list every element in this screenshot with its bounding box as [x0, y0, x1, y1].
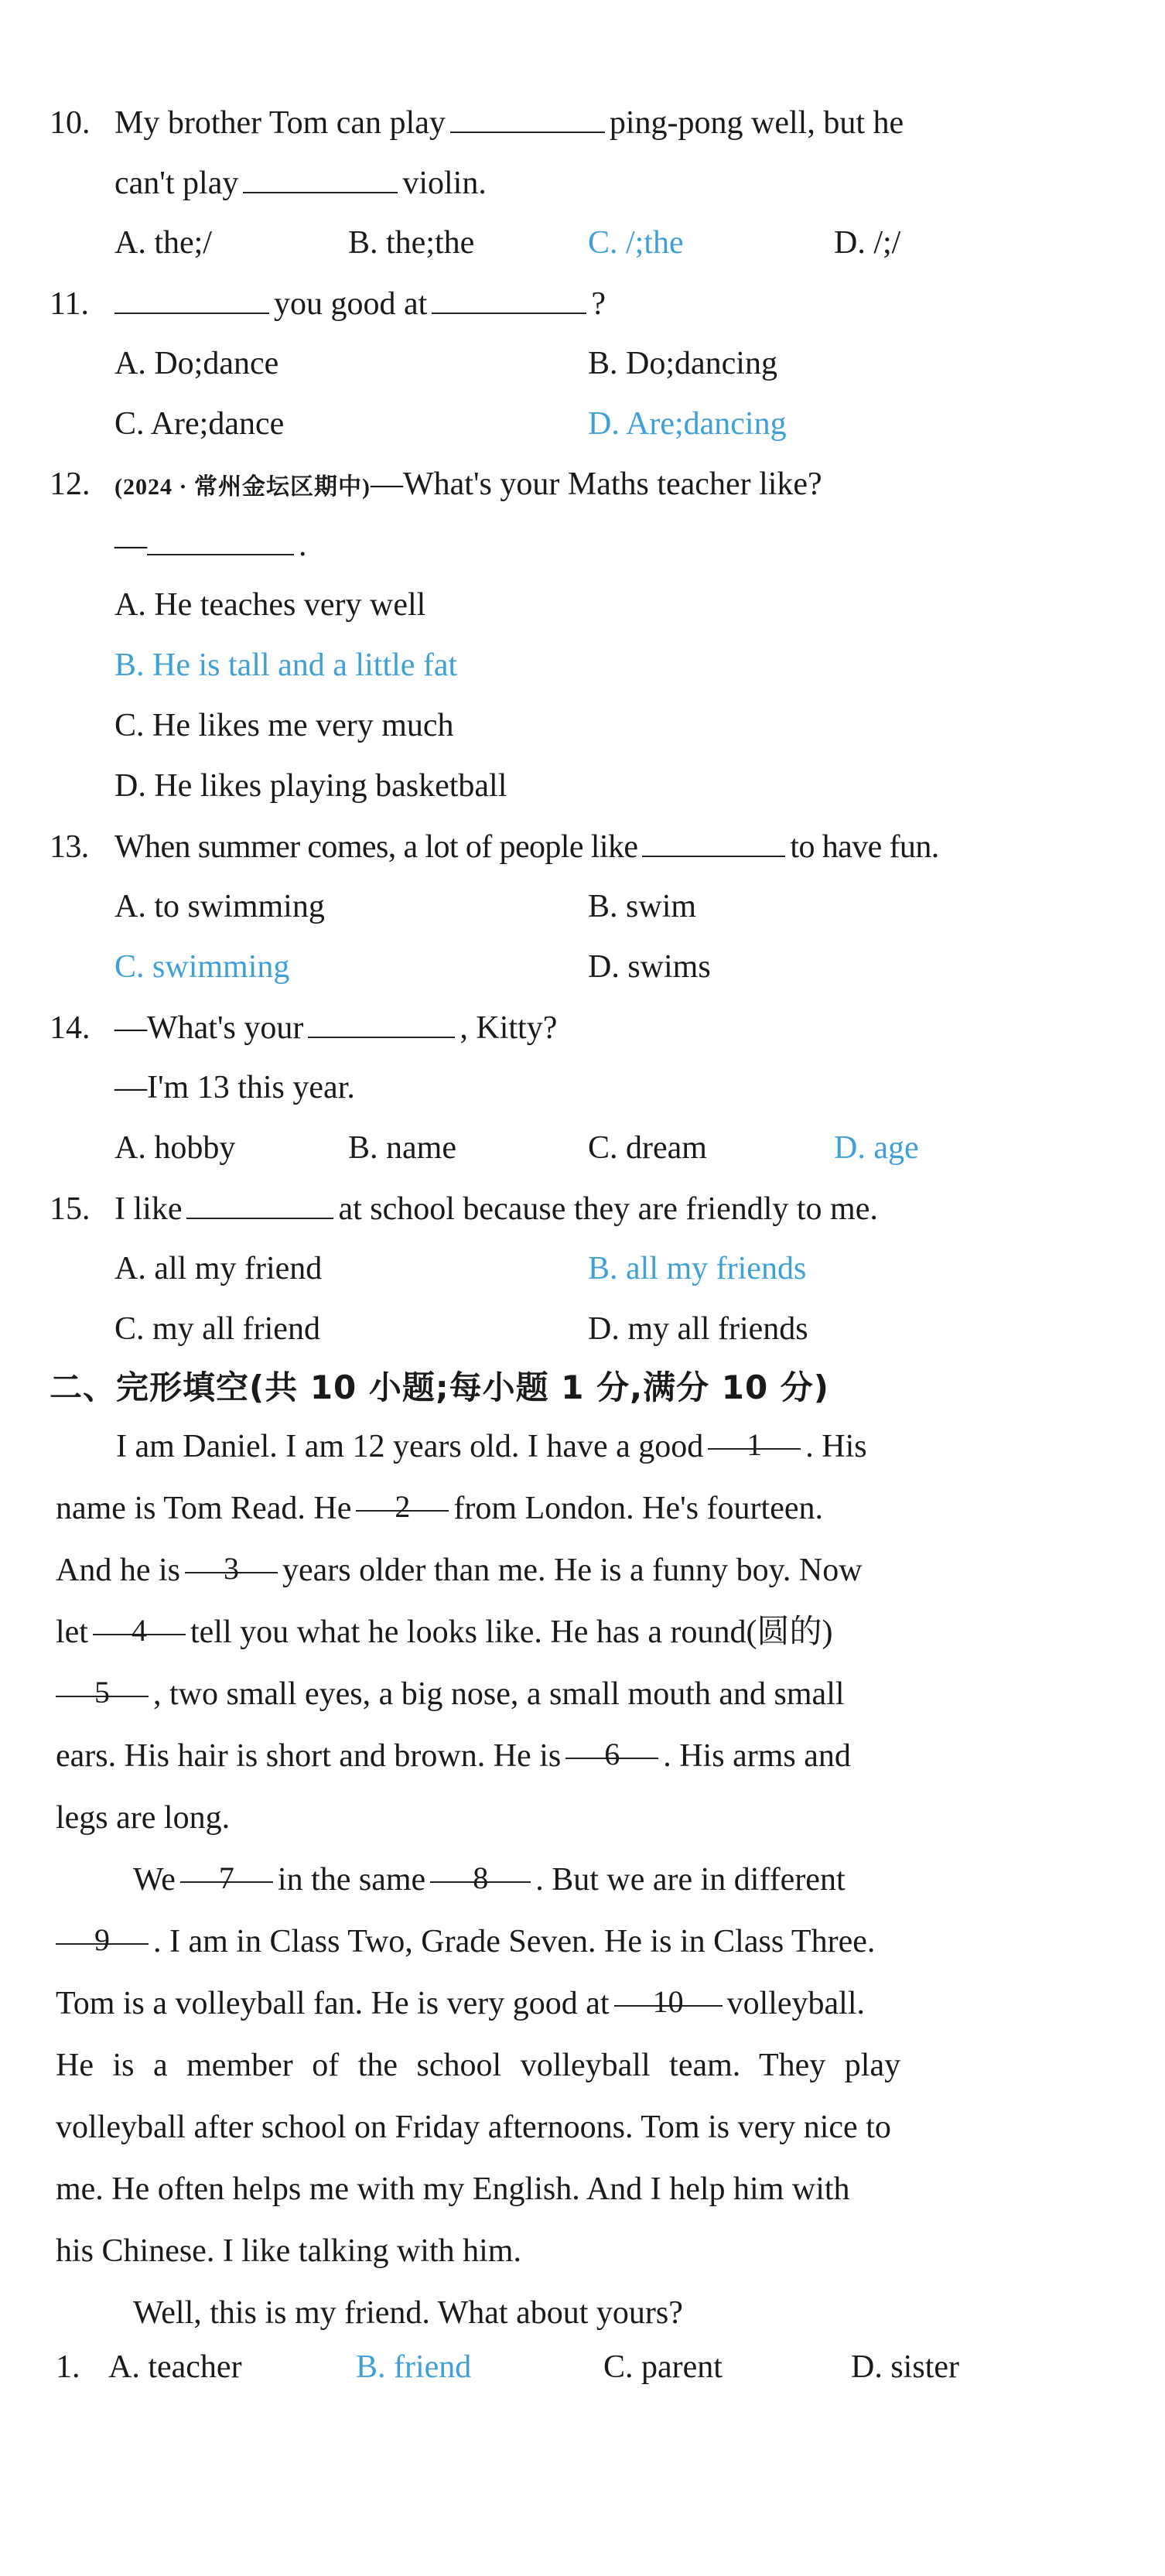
answer-blank [186, 1185, 333, 1219]
answer-blank [642, 823, 785, 857]
option-a: A. to swimming [114, 889, 325, 924]
cloze-blank-7: 7 [180, 1849, 273, 1883]
question-14-response: —I'm 13 this year. [114, 1070, 355, 1105]
question-10-continued: can't play violin. [114, 159, 487, 206]
cloze-blank-10: 10 [614, 1973, 723, 2007]
option-b: B. name [348, 1130, 456, 1166]
option-a: A. He teaches very well [114, 587, 426, 623]
cloze-blank-9: 9 [56, 1911, 149, 1945]
cloze-question-number: 1. [56, 2349, 80, 2385]
question-source: (2024 · 常州金坛区期中) [114, 474, 371, 500]
cloze-blank-6: 6 [565, 1725, 658, 1759]
option-a: A. all my friend [114, 1251, 323, 1286]
question-14: 14. —What's your , Kitty? [50, 1004, 557, 1051]
option-b-answer: B. all my friends [588, 1251, 807, 1286]
passage-line: ears. His hair is short and brown. He is 6 . His arms and [56, 1725, 851, 1787]
option-a: A. hobby [114, 1130, 236, 1166]
answer-blank [243, 159, 398, 193]
option-d: D. swims [588, 949, 711, 985]
passage-line: his Chinese. I like talking with him. [56, 2233, 521, 2269]
option-b: B. Do;dancing [588, 346, 777, 381]
passage-line: 9 . I am in Class Two, Grade Seven. He is in Class Three. [56, 1911, 875, 1973]
option-c: C. He likes me very much [114, 708, 454, 743]
option-c-answer: C. swimming [114, 949, 290, 985]
passage-line: Well, this is my friend. What about yours? [133, 2295, 683, 2331]
option-d: D. my all friends [588, 1311, 808, 1347]
passage-line: legs are long. [56, 1800, 231, 1836]
cloze-blank-2: 2 [356, 1478, 449, 1512]
option-c: C. my all friend [114, 1311, 320, 1347]
cloze-blank-5: 5 [56, 1663, 149, 1697]
option-a: A. Do;dance [114, 346, 279, 381]
cloze-blank-8: 8 [430, 1849, 531, 1883]
cloze-blank-4: 4 [93, 1601, 186, 1635]
cloze-blank-1: 1 [708, 1416, 801, 1450]
passage-line: volleyball after school on Friday afternoons. Tom is very nice to [56, 2110, 891, 2145]
section-heading: 二、完形填空(共 10 小题;每小题 1 分,满分 10 分) [50, 1368, 829, 1406]
answer-blank [308, 1004, 455, 1038]
option-c-answer: C. /;the [588, 225, 684, 261]
option-d: D. He likes playing basketball [114, 768, 507, 804]
answer-blank [450, 99, 605, 133]
option-b-answer: B. friend [356, 2349, 472, 2385]
passage-line: We 7 in the same 8 . But we are in different [133, 1849, 846, 1911]
option-b: B. the;the [348, 225, 475, 261]
passage-line: 5 , two small eyes, a big nose, a small mouth and small [56, 1663, 845, 1725]
passage-line: Tom is a volleyball fan. He is very good at 10 volleyball. [56, 1973, 865, 2034]
answer-blank [147, 521, 294, 555]
option-d-answer: D. Are;dancing [588, 406, 787, 442]
passage-line: He is a member of the school volleyball team. They play [56, 2048, 901, 2083]
option-c: C. dream [588, 1130, 707, 1166]
option-a: A. the;/ [114, 225, 212, 261]
option-c: C. parent [603, 2349, 723, 2385]
passage-line: I am Daniel. I am 12 years old. I have a good 1 . His [116, 1416, 867, 1478]
option-a: A. teacher [108, 2349, 242, 2385]
passage-line: name is Tom Read. He 2 from London. He's fourteen. [56, 1478, 823, 1539]
passage-line: me. He often helps me with my English. And I help him with [56, 2171, 850, 2207]
answer-blank [432, 280, 586, 314]
question-13: 13. When summer comes, a lot of people like to have fun. [50, 823, 939, 869]
passage-line: And he is 3 years older than me. He is a funny boy. Now [56, 1539, 863, 1601]
question-15: 15. I like at school because they are friendly to me. [50, 1185, 878, 1232]
option-b: B. swim [588, 889, 697, 924]
passage-line: let 4 tell you what he looks like. He has a round(圆的) [56, 1601, 832, 1663]
option-d-answer: D. age [834, 1130, 919, 1166]
answer-blank [114, 280, 269, 314]
cloze-blank-3: 3 [185, 1539, 278, 1573]
question-10: 10. My brother Tom can play ping-pong well, but he [50, 99, 904, 145]
question-12-response: — . [114, 521, 307, 568]
option-b-answer: B. He is tall and a little fat [114, 647, 458, 683]
question-11: 11. you good at ? [50, 280, 606, 326]
option-d: D. sister [851, 2349, 959, 2385]
question-12: 12. (2024 · 常州金坛区期中)—What's your Maths teacher like? [50, 466, 822, 502]
option-c: C. Are;dance [114, 406, 285, 442]
option-d: D. /;/ [834, 225, 901, 261]
